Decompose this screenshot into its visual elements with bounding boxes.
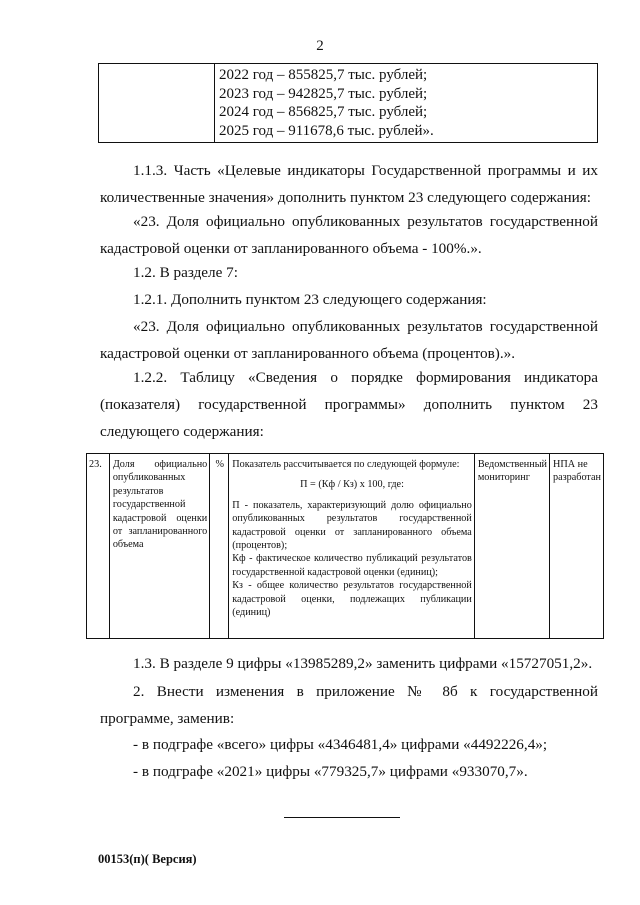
paragraph-1-1-3: 1.1.3. Часть «Целевые индикаторы Государственной программы и их количественные значения» дополнить пунктом 23 следующего содержания: bbox=[100, 162, 598, 206]
footer-document-code: 00153(п)( Версия) bbox=[98, 852, 197, 866]
budget-line-2022: 2022 год – 855825,7 тыс. рублей; bbox=[219, 67, 428, 83]
budget-continuation-table bbox=[98, 63, 598, 143]
budget-line-2023: 2023 год – 942825,7 тыс. рублей; bbox=[219, 85, 428, 102]
row-number-cell: 23. bbox=[87, 454, 110, 639]
paragraph-1-2-2: 1.2.2. Таблицу «Сведения о порядке формирования индикатора (показателя) государственной программы» дополнить пунктом 23 следующего содержания: bbox=[100, 369, 598, 440]
budget-line-2024: 2024 год – 856825,7 тыс. рублей; bbox=[219, 104, 428, 120]
unit-cell: % bbox=[210, 454, 229, 639]
paragraph-1-2: 1.2. В разделе 7: bbox=[133, 264, 238, 281]
data-source-cell: Ведомственный мониторинг bbox=[474, 454, 549, 639]
method-cell bbox=[229, 454, 475, 639]
page-number: 2 bbox=[316, 38, 324, 54]
paragraph-1-3: 1.3. В разделе 9 цифры «13985289,2» заменить цифрами «15727051,2». bbox=[133, 655, 593, 672]
end-divider bbox=[284, 817, 400, 818]
budget-values-cell bbox=[215, 64, 598, 143]
budget-label-cell bbox=[99, 64, 215, 143]
formula: П = (Кф / Кз) х 100, где: bbox=[300, 479, 404, 491]
budget-line-2025: 2025 год – 911678,6 тыс. рублей». bbox=[219, 122, 434, 139]
definition-kf: Кф - фактическое количество публикаций результатов государственной кадастровой оценки (единиц); bbox=[232, 553, 472, 578]
indicator-table bbox=[86, 453, 604, 639]
npa-cell: НПА не разработан bbox=[550, 454, 604, 639]
table-row bbox=[87, 454, 604, 639]
paragraph-item-23-value: «23. Доля официально опубликованных результатов государственной кадастровой оценки от запланированного объема - 100%.». bbox=[100, 213, 598, 257]
definition-kz: Кз - общее количество результатов государственной кадастровой оценки, подлежащих публикации (единиц) bbox=[232, 580, 472, 619]
definition-p: П - показатель, характеризующий долю официально опубликованных результатов государственной кадастровой оценки от запланированного объема (процентов); bbox=[232, 499, 472, 552]
method-intro: Показатель рассчитывается по следующей формуле: bbox=[232, 459, 460, 470]
indicator-name-cell: Доля официально опубликованных результатов государственной кадастровой оценки от запланированного объема bbox=[109, 454, 209, 639]
paragraph-subitem-2021: - в подграфе «2021» цифры «779325,7» цифрами «933070,7». bbox=[133, 763, 528, 780]
paragraph-subitem-total: - в подграфе «всего» цифры «4346481,4» цифрами «4492226,4»; bbox=[133, 736, 548, 753]
paragraph-1-2-1: 1.2.1. Дополнить пунктом 23 следующего содержания: bbox=[133, 291, 487, 308]
paragraph-2: 2. Внести изменения в приложение № 8б к государственной программе, заменив: bbox=[100, 683, 598, 727]
paragraph-item-23-unit: «23. Доля официально опубликованных результатов государственной кадастровой оценки от запланированного объема (процентов).». bbox=[100, 318, 598, 362]
